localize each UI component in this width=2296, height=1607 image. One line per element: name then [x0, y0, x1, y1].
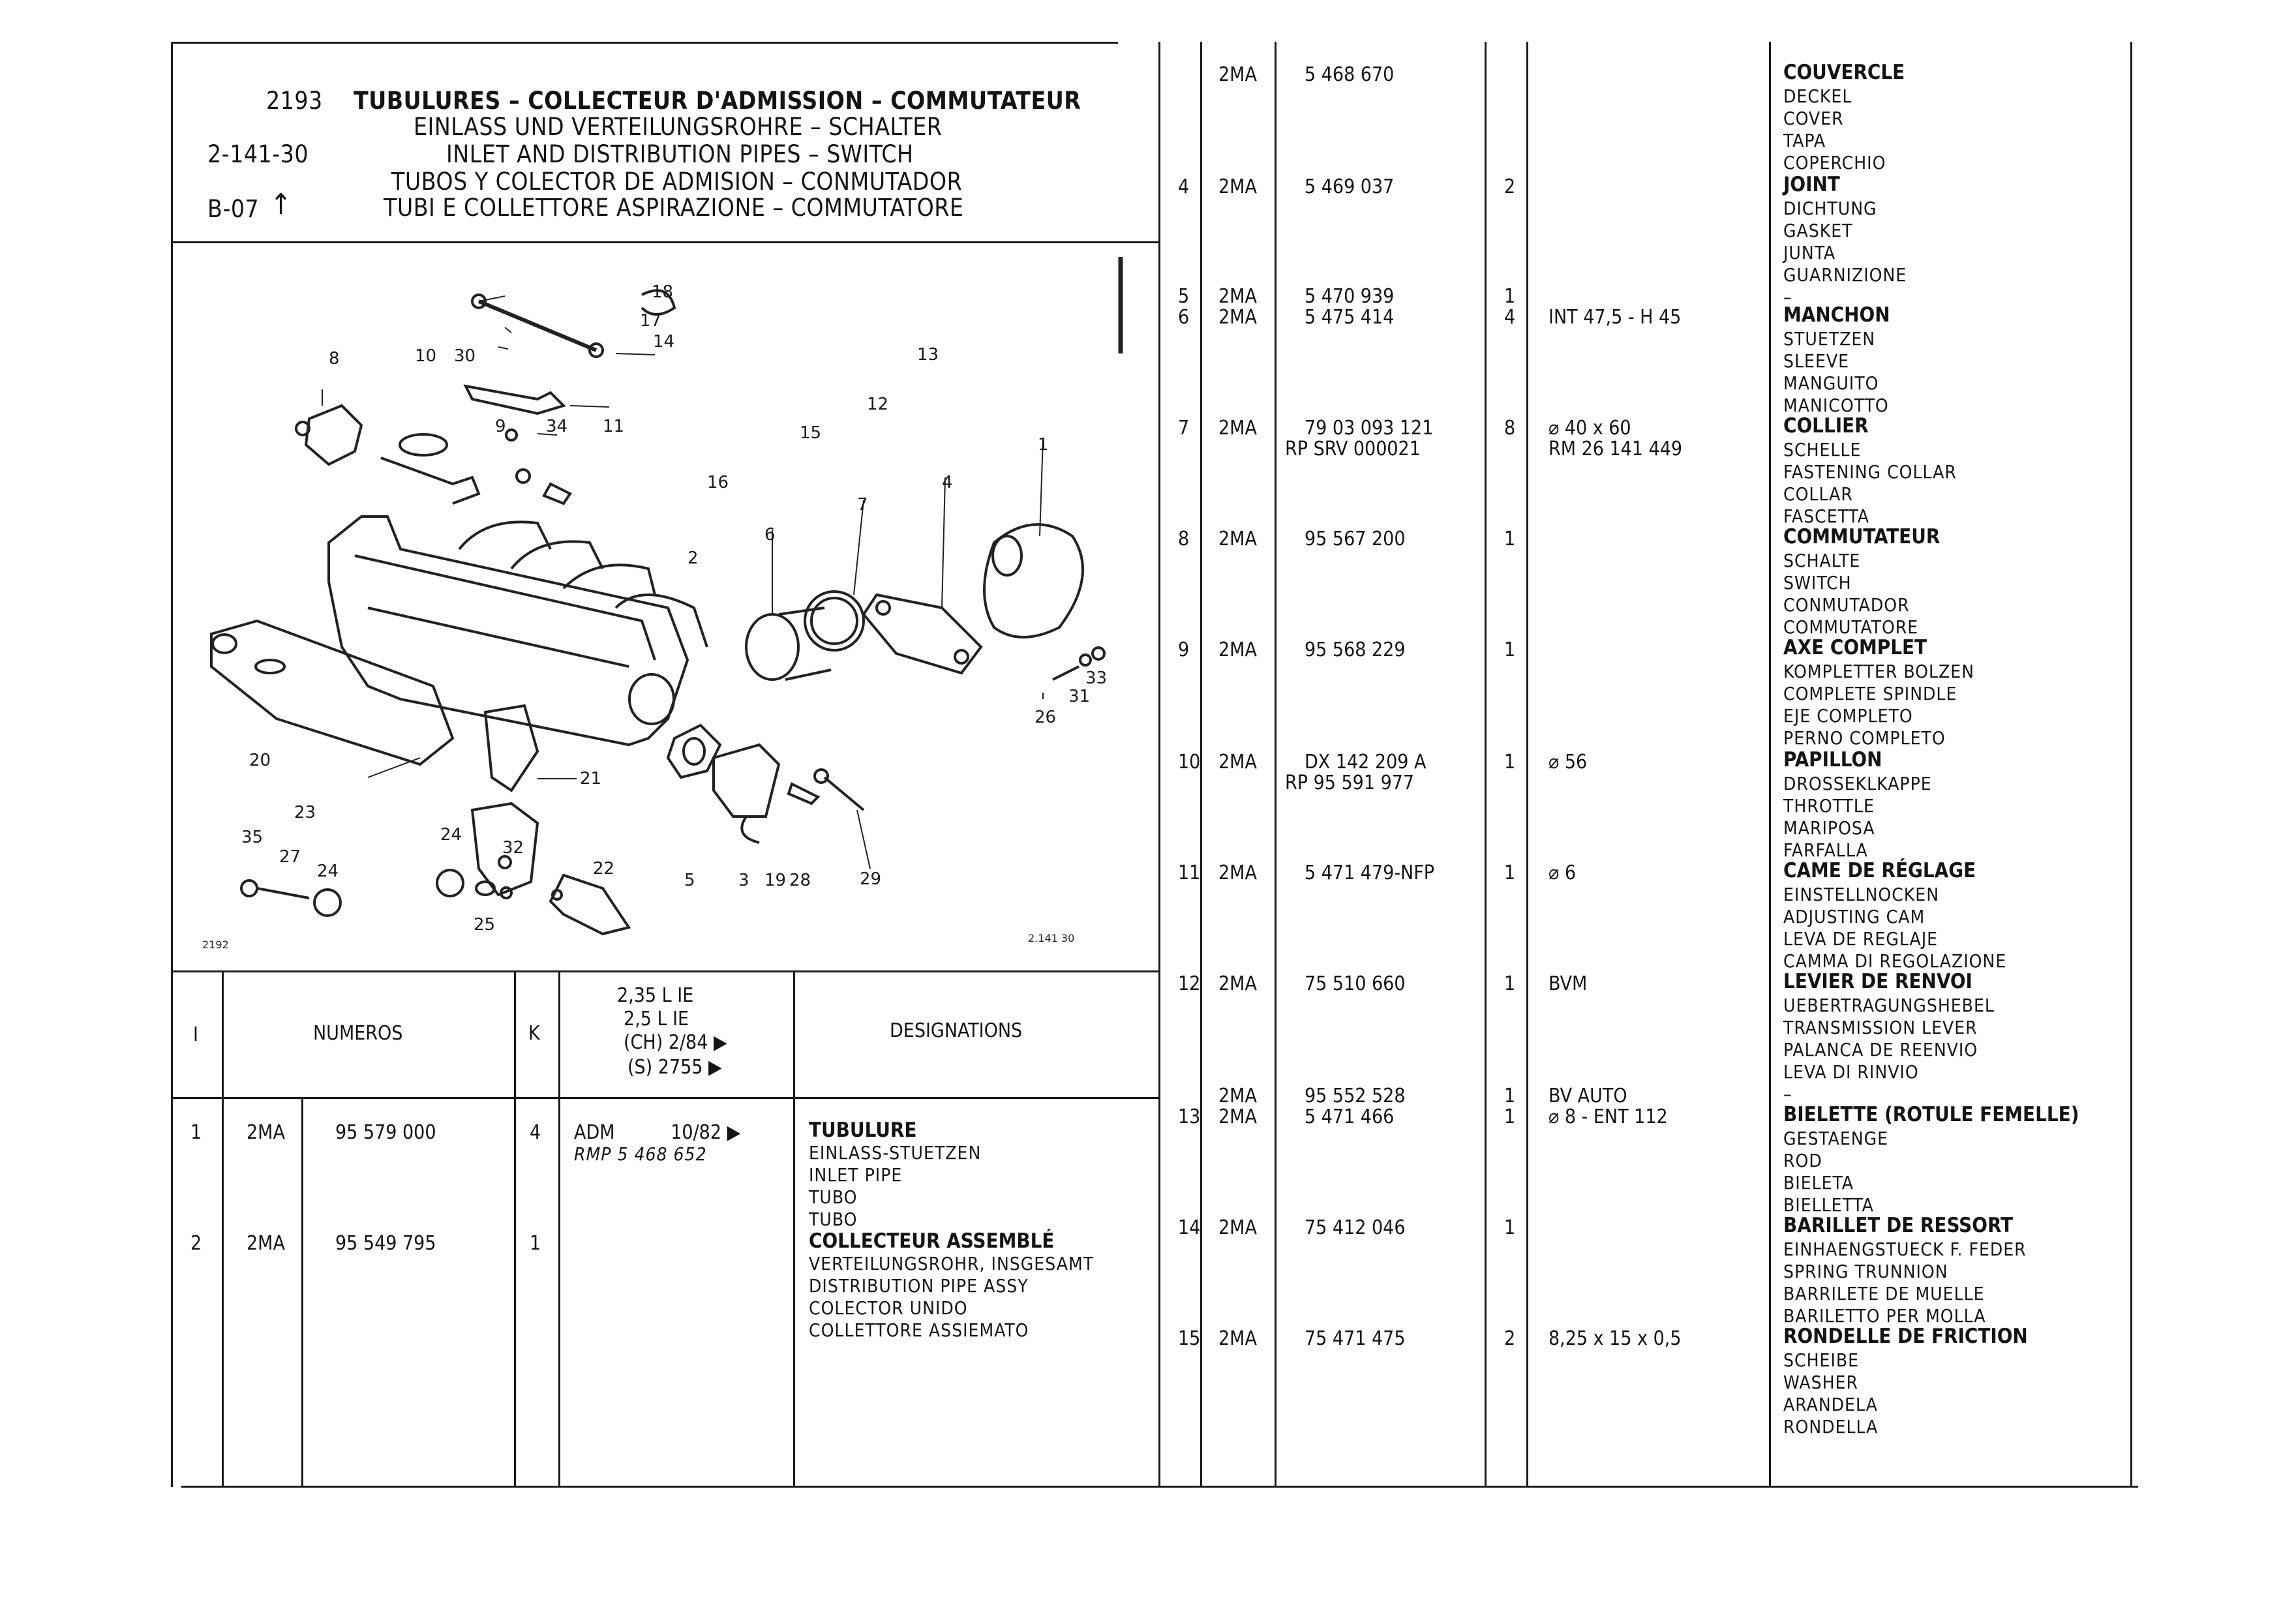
row-part-number: 95 552 528 [1305, 1085, 1406, 1107]
right-col-line-3 [1275, 42, 1276, 1487]
designation-en: ROD [1783, 1150, 1822, 1171]
row-index: 4 [1178, 175, 1190, 198]
designation-de: DICHTUNG [1783, 198, 1877, 219]
callout-30: 30 [454, 346, 476, 366]
callout-32: 32 [502, 838, 524, 858]
right-col-line-1 [1158, 42, 1160, 1487]
row-part-number: 5 471 466 [1305, 1105, 1395, 1128]
row-type: 2MA [1218, 862, 1257, 884]
row-part-number: 95 568 229 [1305, 638, 1406, 661]
designation-en: INLET PIPE [809, 1164, 903, 1186]
row-qty: 1 [1504, 638, 1516, 661]
row-type: 2MA [1218, 1216, 1257, 1239]
callout-18: 18 [652, 282, 674, 302]
callout-4: 4 [942, 473, 953, 492]
page-number: 2193 [266, 87, 323, 115]
callout-34: 34 [546, 417, 568, 436]
row-part-number: 95 579 000 [335, 1121, 436, 1144]
callout-11: 11 [603, 417, 625, 436]
callout-8: 8 [329, 349, 340, 368]
callout-31: 31 [1068, 687, 1091, 706]
row-part-number: DX 142 209 A [1305, 751, 1427, 773]
row-part-number: 5 469 037 [1305, 175, 1395, 198]
designation-it: PERNO COMPLETO [1783, 727, 1946, 749]
callout-12: 12 [867, 395, 889, 414]
designation-en: SLEEVE [1783, 350, 1849, 372]
callout-29: 29 [860, 869, 882, 889]
designation-es: EJE COMPLETO [1783, 705, 1913, 727]
row-type: 2MA [1218, 285, 1257, 308]
row-note: ⌀ 6 [1548, 862, 1576, 884]
col-header-numeros: NUMEROS [313, 1022, 403, 1045]
designation-it: COLLETTORE ASSIEMATO [809, 1319, 1029, 1341]
row-part-number: 5 475 414 [1305, 306, 1395, 329]
right-col-line-6 [1769, 42, 1771, 1487]
designation-it: LEVA DI RINVIO [1783, 1061, 1919, 1083]
designation-de: UEBERTRAGUNGSHEBEL [1783, 995, 1995, 1016]
callout-14: 14 [653, 332, 675, 352]
row-part-number: 95 567 200 [1305, 528, 1406, 550]
row-qty: 2 [1504, 175, 1516, 198]
callout-24a: 24 [317, 862, 339, 881]
designation-es: LEVA DE REGLAJE [1783, 928, 1939, 950]
row-index: 14 [1178, 1216, 1201, 1239]
exploded-parts-diagram [172, 243, 1157, 969]
designation-es: TAPA [1783, 130, 1826, 151]
row-part-number: 5 468 670 [1305, 63, 1395, 86]
col-header-index: I [193, 1023, 198, 1046]
designation-en: GASKET [1783, 220, 1853, 241]
row-qty: 1 [1504, 862, 1516, 884]
col-header-designations: DESIGNATIONS [890, 1019, 1023, 1042]
designation-es: MANGUITO [1783, 372, 1879, 394]
designation-de: DECKEL [1783, 85, 1852, 107]
designation-fr: RONDELLE DE FRICTION [1783, 1325, 2028, 1348]
row-qty: 2 [1504, 1327, 1516, 1350]
row-note-2: RMP 5 468 652 [574, 1143, 707, 1165]
row-part-number-alt: RP 95 591 977 [1285, 772, 1415, 794]
designation-it: COMMUTATORE [1783, 616, 1919, 638]
designation-fr: MANCHON [1783, 303, 1890, 327]
designation-fr: COLLECTEUR ASSEMBLÉ [809, 1229, 1055, 1253]
row-note: 8,25 x 15 x 0,5 [1548, 1327, 1682, 1350]
row-type: 2MA [1218, 1105, 1257, 1128]
callout-15: 15 [800, 423, 822, 443]
callout-24b: 24 [440, 825, 462, 845]
designation-fr: COUVERCLE [1783, 61, 1905, 84]
row-part-number: 5 471 479-NFP [1305, 862, 1435, 884]
row-index: 2 [190, 1232, 202, 1255]
designation-it: FARFALLA [1783, 839, 1868, 861]
row-qty: 1 [1504, 1216, 1516, 1239]
row-note: BV AUTO [1548, 1085, 1627, 1107]
row-type: 2MA [1218, 1327, 1257, 1350]
row-part-number: 5 470 939 [1305, 285, 1395, 308]
ref-code: B-07 [207, 195, 260, 223]
designation-it: MANICOTTO [1783, 395, 1889, 416]
left-col-line-3 [514, 970, 516, 1487]
callout-16: 16 [707, 473, 729, 492]
designation-de: SCHALTE [1783, 550, 1861, 571]
designation-es: JUNTA [1783, 242, 1836, 263]
designation-it: RONDELLA [1783, 1416, 1879, 1437]
callout-9: 9 [495, 417, 506, 436]
row-index: 15 [1178, 1327, 1201, 1350]
row-part-number: 79 03 093 121 [1305, 417, 1434, 440]
diagram-bottom-divider [171, 970, 1160, 972]
right-col-line-7 [2130, 42, 2132, 1487]
row-qty: 1 [1504, 972, 1516, 995]
row-part-number: 75 412 046 [1305, 1216, 1406, 1239]
designation-it: COPERCHIO [1783, 152, 1886, 173]
designation-fr: LEVIER DE RENVOI [1783, 970, 1972, 993]
designation-fr: JOINT [1783, 173, 1840, 196]
row-type: 2MA [247, 1232, 285, 1255]
designation-fr: BARILLET DE RESSORT [1783, 1214, 2014, 1237]
callout-27: 27 [279, 847, 301, 867]
designation-en: ADJUSTING CAM [1783, 906, 1926, 927]
designation-de: VERTEILUNGSROHR, INSGESAMT [809, 1253, 1095, 1274]
designation-de: EINSTELLNOCKEN [1783, 884, 1940, 905]
row-type: 2MA [247, 1121, 285, 1144]
section-code: 2-141-30 [207, 140, 309, 168]
row-type: 2MA [1218, 528, 1257, 550]
row-qty: 4 [530, 1121, 541, 1144]
row-type: 2MA [1218, 63, 1257, 86]
row-type: 2MA [1218, 306, 1257, 329]
row-qty: 1 [1504, 1085, 1516, 1107]
callout-13: 13 [917, 345, 939, 365]
callout-26: 26 [1035, 708, 1057, 727]
designation-en: COVER [1783, 108, 1844, 129]
designation-de: SCHEIBE [1783, 1349, 1860, 1371]
designation-es: PALANCA DE REENVIO [1783, 1039, 1978, 1060]
callout-19: 19 [764, 871, 787, 890]
left-col-line-4 [558, 970, 560, 1487]
row-type: 2MA [1218, 417, 1257, 440]
title-es: TUBOS Y COLECTOR DE ADMISION – CONMUTADOR [391, 168, 963, 196]
row-index: 8 [1178, 528, 1190, 550]
designation-extra: – [1783, 1083, 1792, 1105]
col-header-k: K [528, 1022, 540, 1045]
callout-17: 17 [640, 311, 662, 331]
designation-de: EINHAENGSTUECK F. FEDER [1783, 1239, 2027, 1260]
designation-es: MARIPOSA [1783, 817, 1875, 839]
row-index: 11 [1178, 862, 1201, 884]
designation-it: TUBO [809, 1209, 858, 1230]
row-index: 5 [1178, 285, 1190, 308]
designation-it: BARILETTO PER MOLLA [1783, 1305, 1986, 1327]
row-qty: 1 [1504, 1105, 1516, 1128]
designation-de: GESTAENGE [1783, 1128, 1889, 1149]
designation-it: FASCETTA [1783, 505, 1869, 527]
row-qty: 1 [530, 1232, 541, 1255]
callout-7: 7 [857, 495, 868, 515]
col-header-model-3: (CH) 2/84 ▶ [624, 1031, 727, 1054]
callout-33: 33 [1085, 668, 1108, 688]
designation-fr: BIELETTE (ROTULE FEMELLE) [1783, 1103, 2079, 1126]
designation-en: SWITCH [1783, 572, 1852, 593]
designation-fr: PAPILLON [1783, 748, 1882, 772]
row-index: 9 [1178, 638, 1190, 661]
designation-en: FASTENING COLLAR [1783, 461, 1957, 483]
designation-es: ARANDELA [1783, 1394, 1878, 1415]
designation-es: BARRILETE DE MUELLE [1783, 1283, 1985, 1304]
designation-fr: COLLIER [1783, 414, 1869, 438]
diagram-caption-right: 2.141 30 [1028, 932, 1075, 944]
callout-6: 6 [764, 525, 776, 545]
row-note-2: RM 26 141 449 [1548, 438, 1683, 460]
row-qty: 4 [1504, 306, 1516, 329]
callout-5: 5 [684, 871, 695, 890]
row-type: 2MA [1218, 638, 1257, 661]
row-index: 12 [1178, 972, 1201, 995]
row-note: BVM [1548, 972, 1588, 995]
callout-21: 21 [580, 769, 602, 788]
col-header-model-2: 2,5 L IE [624, 1008, 689, 1030]
designation-de: STUETZEN [1783, 328, 1876, 350]
left-panel-top-border [171, 42, 1118, 44]
callout-20: 20 [249, 751, 271, 770]
callout-2: 2 [687, 548, 699, 568]
left-col-line-1 [222, 970, 224, 1487]
right-col-line-5 [1526, 42, 1528, 1487]
designation-it: CAMMA DI REGOLAZIONE [1783, 950, 2007, 972]
left-col-line-5 [793, 970, 795, 1487]
right-col-line-4 [1485, 42, 1487, 1487]
row-index: 1 [190, 1121, 202, 1144]
designation-es: BIELETA [1783, 1172, 1854, 1194]
row-type: 2MA [1218, 1085, 1257, 1107]
row-note: ADM 10/82 ▶ [574, 1121, 741, 1144]
table-header-divider [171, 1097, 1160, 1099]
row-note: ⌀ 40 x 60 [1548, 417, 1631, 440]
designation-en: SPRING TRUNNION [1783, 1261, 1948, 1282]
row-part-number: 75 471 475 [1305, 1327, 1406, 1350]
designation-fr: CAME DE RÉGLAGE [1783, 859, 1976, 882]
designation-de: KOMPLETTER BOLZEN [1783, 661, 1975, 682]
designation-fr: COMMUTATEUR [1783, 525, 1941, 548]
diagram-caption-left: 2192 [202, 939, 229, 951]
row-note: INT 47,5 - H 45 [1548, 306, 1682, 329]
callout-1: 1 [1038, 435, 1049, 455]
designation-en: DISTRIBUTION PIPE ASSY [809, 1275, 1029, 1297]
designation-it: GUARNIZIONE [1783, 264, 1907, 286]
row-type: 2MA [1218, 175, 1257, 198]
designation-en: TRANSMISSION LEVER [1783, 1017, 1978, 1038]
designation-es: CONMUTADOR [1783, 594, 1910, 616]
callout-3: 3 [738, 871, 749, 890]
callout-10: 10 [415, 346, 437, 366]
designation-es: COLECTOR UNIDO [809, 1297, 968, 1319]
row-type: 2MA [1218, 972, 1257, 995]
row-qty: 1 [1504, 751, 1516, 773]
designation-de: SCHELLE [1783, 439, 1862, 460]
designation-es: TUBO [809, 1186, 858, 1208]
designation-extra: – [1783, 286, 1792, 308]
row-index: 10 [1178, 751, 1201, 773]
title-fr: TUBULURES – COLLECTEUR D'ADMISSION – COMMUTATEUR [354, 87, 1081, 115]
row-part-number: 95 549 795 [335, 1232, 436, 1255]
row-qty: 1 [1504, 285, 1516, 308]
designation-en: THROTTLE [1783, 795, 1875, 817]
designation-de: EINLASS-STUETZEN [809, 1142, 982, 1164]
designation-it: BIELLETTA [1783, 1194, 1874, 1216]
row-qty: 8 [1504, 417, 1516, 440]
callout-23: 23 [294, 803, 316, 822]
designation-de: DROSSEKLKAPPE [1783, 773, 1932, 794]
callout-22: 22 [593, 859, 615, 879]
designation-en: WASHER [1783, 1372, 1858, 1393]
row-qty: 1 [1504, 528, 1516, 550]
right-col-line-2 [1200, 42, 1202, 1487]
designation-en: COMPLETE SPINDLE [1783, 683, 1957, 704]
col-header-model-4: (S) 2755 ▶ [627, 1056, 722, 1079]
row-note: ⌀ 56 [1548, 751, 1588, 773]
row-index: 7 [1178, 417, 1190, 440]
left-col-line-2 [301, 1097, 303, 1487]
designation-fr: TUBULURE [809, 1119, 917, 1142]
callout-28: 28 [789, 871, 811, 890]
row-note: ⌀ 8 - ENT 112 [1548, 1105, 1668, 1128]
designation-fr: AXE COMPLET [1783, 636, 1927, 659]
row-part-number: 75 510 660 [1305, 972, 1406, 995]
title-en: INLET AND DISTRIBUTION PIPES – SWITCH [446, 140, 914, 168]
callout-35: 35 [241, 828, 264, 847]
col-header-model-1: 2,35 L IE [617, 984, 694, 1007]
row-index: 6 [1178, 306, 1190, 329]
row-index: 13 [1178, 1105, 1201, 1128]
designation-es: COLLAR [1783, 483, 1853, 505]
title-it: TUBI E COLLETTORE ASPIRAZIONE – COMMUTATORE [384, 194, 964, 222]
row-type: 2MA [1218, 751, 1257, 773]
ref-arrow-icon: ↑ [270, 188, 292, 221]
title-de: EINLASS UND VERTEILUNGSROHRE – SCHALTER [414, 113, 943, 141]
callout-25: 25 [474, 915, 496, 935]
row-part-number-alt: RP SRV 000021 [1285, 438, 1421, 460]
